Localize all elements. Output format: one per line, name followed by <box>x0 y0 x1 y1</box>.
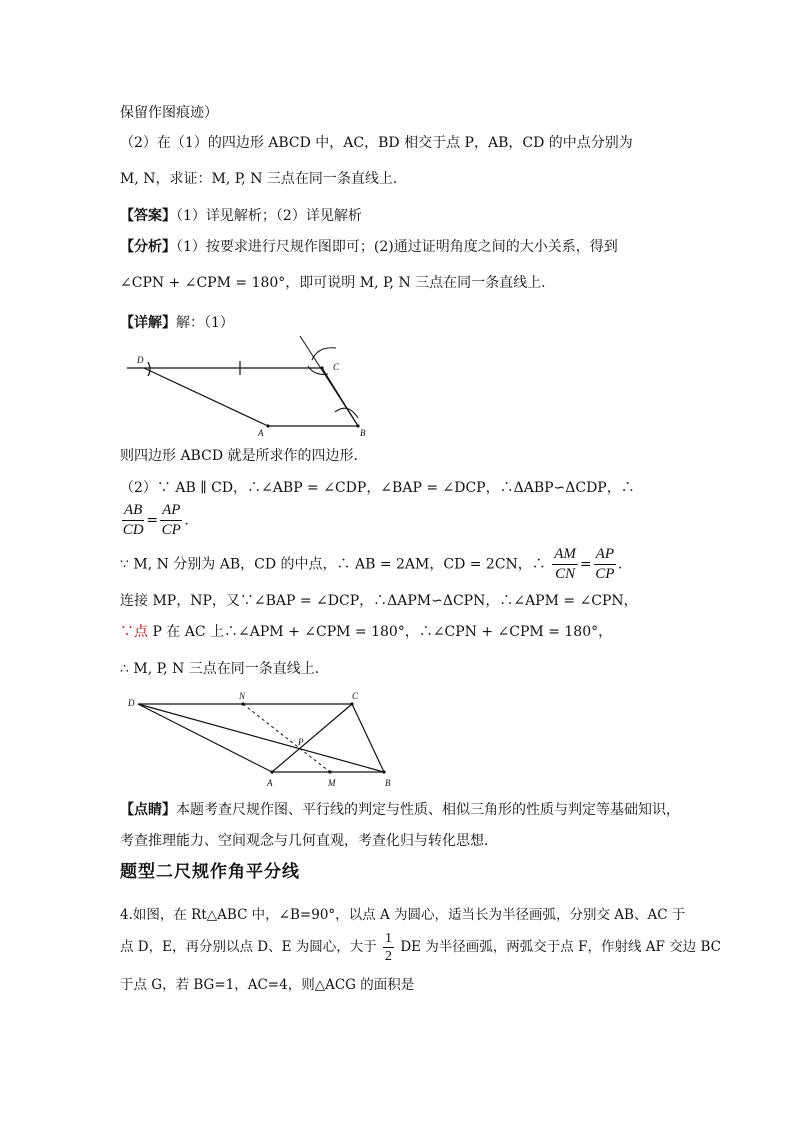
detail-body: 解：（1） <box>176 315 234 331</box>
arc-c-upper <box>312 348 336 360</box>
analysis-tag: 【分析】 <box>120 239 176 255</box>
line-12: 连接 MP，NP，又∵∠BAP = ∠DCP，∴ΔAPM∽ΔCPN，∴∠APM = ∠CPN， <box>120 593 638 609</box>
line-3: M, N，求证：M, P, N 三点在同一条直线上． <box>120 171 407 187</box>
section-heading: 题型二尺规作角平分线 <box>120 862 300 882</box>
line-9: （2）∵ AB ∥ CD，∴∠ABP = ∠CDP，∠BAP = ∠DCP，∴ΔABP∽ΔCDP，∴ <box>120 480 635 496</box>
line-da <box>144 368 268 426</box>
question-line-1: 4.如图，在 Rt△ABC 中，∠B=90°，以点 A 为圆心，适当长为半径画弧，分别交 AB、AC 于 <box>120 907 686 923</box>
point-b <box>382 770 385 773</box>
comment-tag: 【点睛】 <box>120 802 176 818</box>
detail-line <box>120 313 234 333</box>
ratio-line-2: ∵ M, N 分别为 AB，CD 的中点，∴ AB = 2AM，CD = 2CN，∴ $\frac{AM}{CN}$ = $\frac{AP}{CP}$ ． <box>120 546 632 582</box>
arc-b <box>335 408 358 418</box>
label-b: B <box>360 428 366 438</box>
fraction-ap-cp-2: $\frac{AP}{CP}$ <box>595 546 615 582</box>
answer-line <box>120 206 362 226</box>
line-2: （2）在（1）的四边形 ABCD 中，AC，BD 相交于点 P，AB，CD 的中点分别为 <box>120 135 633 151</box>
diagonal-ac <box>272 704 352 772</box>
fraction-ap-cp: $\frac{AP}{CP}$ <box>161 502 181 538</box>
line-13: ∵点 P 在 AC 上∴∠APM + ∠CPM = 180°，∴∠CPN + ∠CPM = 180°， <box>120 624 613 640</box>
label-c: C <box>352 691 359 701</box>
label-c: C <box>333 362 340 372</box>
line-14: ∴ M, P, N 三点在同一条直线上． <box>120 661 329 677</box>
ratio-line-1: $\frac{AB}{CD}$ = $\frac{AP}{CP}$ ． <box>122 502 199 538</box>
comment-body: 本题考查尺规作图、平行线的判定与性质、相似三角形的性质与判定等基础知识， <box>176 802 680 818</box>
side-cb <box>352 704 384 772</box>
diagonal-db <box>138 704 384 772</box>
analysis-body: （1）按要求进行尺规作图即可；(2)通过证明角度之间的大小关系，得到 <box>176 239 618 255</box>
question-line-2: 点 D，E，再分别以点 D、E 为圆心，大于 $\frac{1}{2}$ DE 为半径画弧，两弧交于点 F，作射线 AF 交边 BC <box>120 931 721 964</box>
answer-tag: 【答案】 <box>120 208 176 224</box>
point-c <box>350 702 353 705</box>
red-text: ∵点 <box>120 624 148 640</box>
point-a <box>266 424 269 427</box>
fraction-ab-cd: $\frac{AB}{CD}$ <box>122 502 144 538</box>
line-8: 则四边形 ABCD 就是所求作的四边形． <box>120 448 368 464</box>
construction-figure <box>122 332 382 440</box>
label-d: D <box>137 355 144 365</box>
label-b: B <box>385 778 391 788</box>
label-a: A <box>258 428 264 438</box>
point-m <box>328 770 331 773</box>
construction-line <box>300 336 358 426</box>
label-m: M <box>328 778 336 788</box>
answer-body: （1）详见解析；（2）详见解析 <box>176 208 362 224</box>
fraction-one-half: $\frac{1}{2}$ <box>385 931 393 964</box>
arc-d <box>148 362 150 376</box>
trapezoid-figure <box>122 690 402 792</box>
line-1: 保留作图痕迹） <box>120 105 218 121</box>
detail-tag: 【详解】 <box>120 315 176 331</box>
label-a: A <box>267 778 273 788</box>
analysis-line <box>120 237 618 257</box>
line-16: 考查推理能力、空间观念与几何直观，考查化归与转化思想． <box>120 833 498 849</box>
label-n: N <box>239 691 246 701</box>
side-da <box>138 704 272 772</box>
fraction-am-cn: $\frac{AM}{CN}$ <box>554 546 576 582</box>
question-line-3: 于点 G，若 BG=1，AC=4，则△ACG 的面积是 <box>120 977 415 993</box>
line-6: ∠CPN + ∠CPM = 180°，即可说明 M, P, N 三点在同一条直线上． <box>120 275 556 291</box>
comment-line <box>120 800 680 820</box>
point-c <box>320 366 323 369</box>
label-d: D <box>128 698 135 708</box>
label-p: P <box>298 737 304 747</box>
point-n <box>241 702 244 705</box>
segment-nm <box>243 704 330 772</box>
point-a <box>270 770 273 773</box>
